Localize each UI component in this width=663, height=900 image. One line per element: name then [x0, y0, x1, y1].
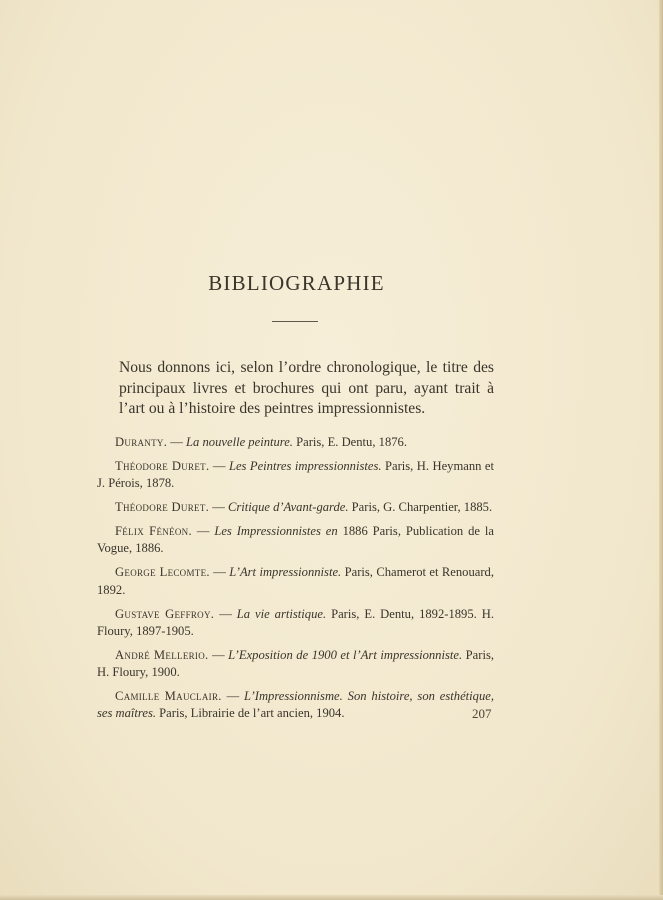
bibliography-entry	[97, 688, 494, 722]
entry-separator: —	[208, 647, 229, 662]
page-edge-bottom	[0, 895, 663, 900]
entry-separator: —	[221, 689, 245, 704]
bibliography-entry	[97, 606, 494, 640]
entry-title: L’Exposition de 1900 et l’Art impressionniste.	[228, 647, 463, 662]
title-divider	[272, 321, 318, 322]
entry-author: Duranty.	[115, 435, 168, 449]
entry-title: Les Peintres impressionnistes.	[228, 459, 382, 473]
entry-title: Critique d’Avant-garde.	[227, 500, 349, 515]
entry-separator: —	[209, 565, 230, 580]
entry-separator: —	[167, 435, 187, 449]
entry-author: Camille Mauclair.	[115, 689, 222, 704]
entry-details: Paris, E. Dentu, 1892-1895. H. Floury, 1897-1905.	[97, 606, 495, 638]
entry-author: George Lecomte.	[115, 565, 210, 580]
bibliography-entry	[97, 564, 494, 598]
page-title: BIBLIOGRAPHIE	[208, 271, 385, 295]
entry-details: Paris, G. Charpentier, 1885.	[348, 500, 493, 515]
entry-separator: —	[214, 606, 237, 621]
entry-author: Théodore Duret.	[115, 459, 210, 473]
bibliography-list	[97, 434, 494, 729]
entry-details: Paris, H. Heymann et J. Pérois, 1878.	[97, 459, 495, 491]
entry-title: La nouvelle peinture.	[186, 435, 293, 449]
intro-paragraph	[119, 358, 494, 420]
entry-details: Paris, Librairie de l’art ancien, 1904.	[156, 706, 345, 721]
entry-author: Gustave Geffroy.	[115, 606, 215, 621]
entry-details: 1886 Paris, Publication de la Vogue, 1886.	[97, 524, 494, 556]
entry-author: Félix Fénéon.	[115, 524, 192, 539]
entry-title: L’Impressionnisme. Son histoire, son esthétique, ses maîtres.	[97, 689, 494, 721]
bibliography-entry	[97, 523, 494, 557]
page-edge-right	[659, 0, 663, 900]
entry-details: Paris, Chamerot et Renouard, 1892.	[97, 565, 494, 597]
bibliography-entry	[97, 647, 494, 681]
bibliography-entry	[97, 499, 494, 516]
entry-author: André Mellerio.	[115, 647, 209, 662]
bibliography-entry	[97, 434, 494, 451]
entry-separator: —	[191, 524, 215, 539]
entry-separator: —	[209, 459, 229, 473]
bibliography-entry	[97, 458, 494, 492]
entry-details: Paris, E. Dentu, 1876.	[292, 435, 407, 449]
entry-separator: —	[209, 500, 228, 515]
entry-title: Les Impressionnistes en	[214, 524, 338, 539]
page-number: 207	[472, 706, 492, 721]
intro-text: Nous donnons ici, selon l’ordre chronologique, le titre des principaux livres et brochures qui ont paru, ayant trait à l’art ou à l’histoire des peintres impressionnistes.	[119, 359, 494, 417]
entry-details: Paris, H. Floury, 1900.	[97, 647, 494, 680]
entry-title: La vie artistique.	[236, 606, 327, 621]
entry-title: L’Art impressionniste.	[229, 565, 342, 580]
entry-author: Théodore Duret.	[115, 500, 210, 515]
